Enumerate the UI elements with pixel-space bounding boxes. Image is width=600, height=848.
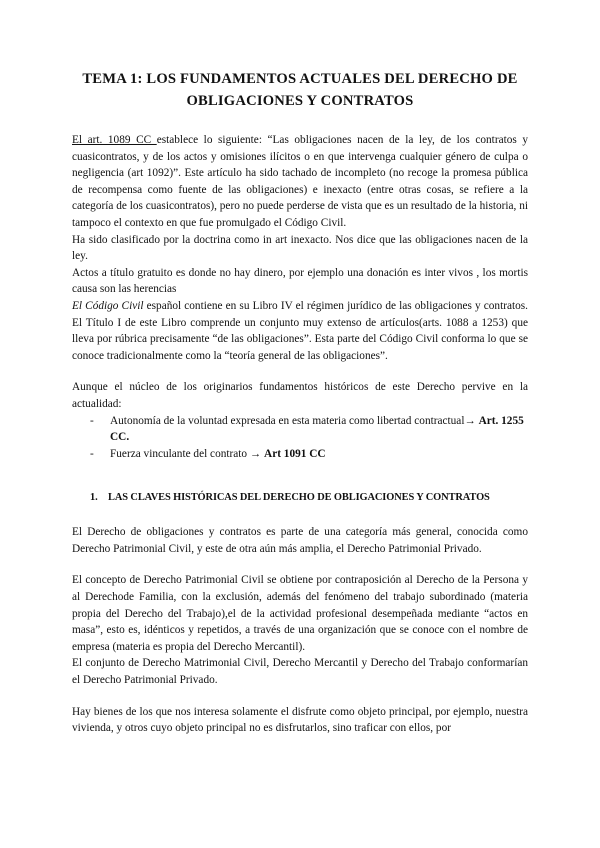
foundations-list: [72, 413, 528, 463]
list-item-article: Art. 1255 CC.: [110, 414, 524, 444]
list-item-text: Fuerza vinculante del contrato →: [110, 447, 265, 460]
article-reference: El art. 1089 CC: [72, 134, 157, 146]
paragraph-conjunto: El conjunto de Derecho Matrimonial Civil, Derecho Mercantil y Derecho del Trabajo conformarían el Derecho Patrimonial Privado.: [72, 657, 528, 687]
codigo-civil-reference: El Código Civil: [72, 299, 144, 312]
page-title: TEMA 1: LOS FUNDAMENTOS ACTUALES DEL DERECHO DE OBLIGACIONES Y CONTRATOS: [82, 71, 518, 109]
paragraph-classification: Ha sido clasificado por la doctrina como in art inexacto. Nos dice que las obligaciones nacen de la ley.: [72, 233, 528, 263]
section-title: LAS CLAVES HISTÓRICAS DEL DERECHO DE OBLIGACIONES Y CONTRATOS: [108, 492, 490, 504]
paragraph-text: español contiene en su Libro IV el régimen jurídico de las obligaciones y contratos. El Título I de este Libro comprende un conjunto muy extenso de artículos(arts. 1088 a 1253) que lleva por rúbrica precisamente “de las obligaciones”. Esta parte del Código Civil conforma lo que se conoce tradicionalmente como la “teoría general de las obligaciones”.: [72, 299, 528, 362]
paragraph-art-1089: [72, 132, 528, 232]
paragraph-gratuitous-acts: Actos a título gratuito es donde no hay dinero, por ejemplo una donación es inter vivos , los mortis causa son las herencias: [72, 266, 528, 296]
list-item-article: Art 1091 CC: [264, 447, 326, 460]
list-item: [90, 413, 528, 446]
paragraph-codigo-civil: [72, 298, 528, 364]
section-number: 1.: [90, 492, 98, 504]
list-item: [90, 446, 528, 463]
paragraph-bienes: Hay bienes de los que nos interesa solamente el disfrute como objeto principal, por ejemplo, nuestra vivienda, y otros cuyo objeto principal no es disfrutarlos, sino traficar con ellos, por: [72, 705, 528, 735]
list-item-text: Autonomía de la voluntad expresada en esta materia como libertad contractual→: [110, 414, 479, 427]
paragraph-text: establece lo siguiente: “Las obligaciones nacen de la ley, de los contratos y cuasicontratos, y de los actos y omisiones ilícitos o en que intervenga cualquier género de culpa o negligencia (art 1092)”. Este artículo ha sido tachado de incompleto (no recoge la promesa pública de recompensa como fuente de las obligaciones) e inexacto (entre otras cosas, se refiere a la categoría de los cuasicontratos), pero no puede perderse de vista que es un resultado de la historia, ni tampoco el contexto en que fue promulgado el Código Civil.: [72, 134, 528, 229]
paragraph-patrimonial-civil: El Derecho de obligaciones y contratos es parte de una categoría más general, conocida como Derecho Patrimonial Civil, y este de otra aún más amplia, el Derecho Patrimonial Privado.: [72, 526, 528, 555]
paragraph-historical-foundations: Aunque el núcleo de los originarios fundamentos históricos de este Derecho pervive en la actualidad:: [72, 381, 528, 410]
paragraph-concept: El concepto de Derecho Patrimonial Civil se obtiene por contraposición al Derecho de la Persona y al Derechode Familia, con la exclusión, además del fenómeno del trabajo subordinado (materia propia del Derecho del Trabajo),el de la actividad profesional desempeñada mediante “actos en masa”, esto es, idénticos y repetidos, a través de una organización que se conoce con el nombre de empresa (materia es propia del Derecho Mercantil).: [72, 574, 528, 653]
section-heading: [72, 490, 528, 506]
